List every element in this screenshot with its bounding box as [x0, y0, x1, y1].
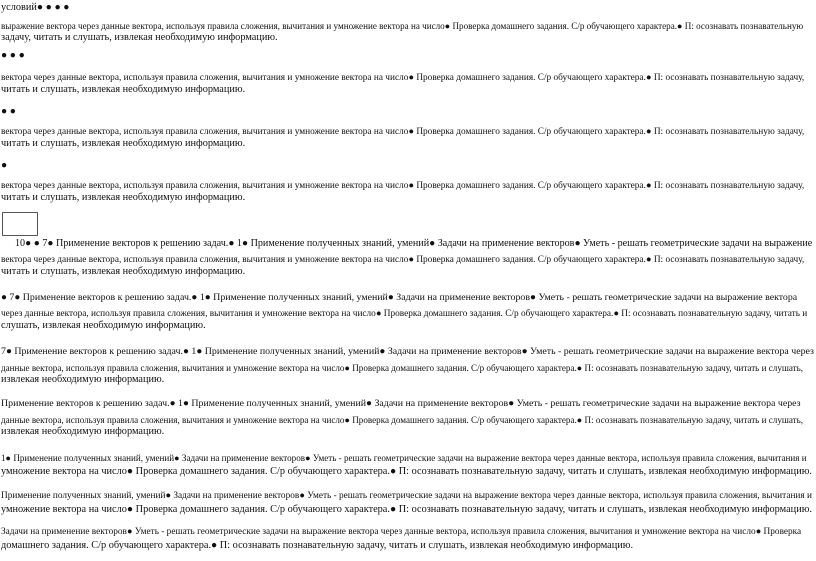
topic-heading-line: Применение векторов к решению задач.● 1● Применение полученных знаний, умений● Задачи на применение векторов● Уметь - решать геометрические задачи на выражение вектора через	[1, 398, 801, 409]
text-line: умножение вектора на число● Проверка домашнего задания. С/р обучающего характера.● П: осознавать познавательную задачу, читать и слушать, извлекая необходимую информацию.	[1, 504, 812, 515]
text-line: данные вектора, используя правила сложения, вычитания и умножение вектора на число● Проверка домашнего задания. С/р обучающего характера.● П: осознавать познавательную задачу, читать и слушать,	[1, 415, 804, 425]
text-line: умножение вектора на число● Проверка домашнего задания. С/р обучающего характера.● П: осознавать познавательную задачу, читать и слушать, извлекая необходимую информацию.	[1, 466, 812, 477]
text-line: читать и слушать, извлекая необходимую информацию.	[1, 138, 246, 149]
text-line: выражение вектора через данные вектора, используя правила сложения, вычитания и умножение вектора на число● Проверка домашнего задания. С/р обучающего характера.● П: осознавать познавательную	[1, 21, 804, 31]
bullet-row: ●	[1, 160, 8, 171]
text-line: задачу, читать и слушать, извлекая необходимую информацию.	[1, 32, 278, 43]
text-line: вектора через данные вектора, используя правила сложения, вычитания и умножение вектора на число● Проверка домашнего задания. С/р обучающего характера.● П: осознавать познавательную задачу,	[1, 73, 805, 83]
text-line: читать и слушать, извлекая необходимую информацию.	[1, 266, 246, 277]
text-line: условий● ● ● ●	[1, 2, 70, 13]
text-line: извлекая необходимую информацию.	[1, 374, 165, 385]
topic-heading-line: ● 7● Применение векторов к решению задач.● 1● Применение полученных знаний, умений● Задачи на применение векторов● Уметь - решать геометрические задачи на выражение вектора	[1, 292, 798, 303]
empty-cell-box	[2, 212, 38, 236]
text-line: вектора через данные вектора, используя правила сложения, вычитания и умножение вектора на число● Проверка домашнего задания. С/р обучающего характера.● П: осознавать познавательную задачу,	[1, 181, 805, 191]
text-line: через данные вектора, используя правила сложения, вычитания и умножение вектора на число● Проверка домашнего задания. С/р обучающего характера.● П: осознавать познавательную задачу, читать и	[1, 309, 808, 319]
text-line: домашнего задания. С/р обучающего характера.● П: осознавать познавательную задачу, читать и слушать, извлекая необходимую информацию.	[1, 540, 634, 551]
text-line: читать и слушать, извлекая необходимую информацию.	[1, 192, 246, 203]
topic-heading-line: 7● Применение векторов к решению задач.● 1● Применение полученных знаний, умений● Задачи на применение векторов● Уметь - решать геометрические задачи на выражение вектора через	[1, 346, 814, 357]
bullet-row: ● ● ●	[1, 50, 25, 61]
text-line: читать и слушать, извлекая необходимую информацию.	[1, 84, 246, 95]
text-line: извлекая необходимую информацию.	[1, 426, 165, 437]
text-line: 1● Применение полученных знаний, умений● Задачи на применение векторов● Уметь - решать геометрические задачи на выражение вектора через данные вектора, используя правила сложения, вычитания и	[1, 453, 807, 463]
text-line: Применение полученных знаний, умений● Задачи на применение векторов● Уметь - решать геометрические задачи на выражение вектора через данные вектора, используя правила сложения, вычитания и	[1, 491, 812, 501]
text-line: слушать, извлекая необходимую информацию.	[1, 320, 206, 331]
bullet-row: ● ●	[1, 106, 17, 117]
text-line: вектора через данные вектора, используя правила сложения, вычитания и умножение вектора на число● Проверка домашнего задания. С/р обучающего характера.● П: осознавать познавательную задачу,	[1, 255, 805, 265]
text-line: данные вектора, используя правила сложения, вычитания и умножение вектора на число● Проверка домашнего задания. С/р обучающего характера.● П: осознавать познавательную задачу, читать и слушать,	[1, 363, 804, 373]
text-line: Задачи на применение векторов● Уметь - решать геометрические задачи на выражение вектора через данные вектора, используя правила сложения, вычитания и умножение вектора на число● Проверка	[1, 527, 802, 537]
topic-heading-line: 10● ● 7● Применение векторов к решению задач.● 1● Применение полученных знаний, умений● Задачи на применение векторов● Уметь - решать геометрические задачи на выражение	[15, 238, 813, 249]
text-line: вектора через данные вектора, используя правила сложения, вычитания и умножение вектора на число● Проверка домашнего задания. С/р обучающего характера.● П: осознавать познавательную задачу,	[1, 127, 805, 137]
